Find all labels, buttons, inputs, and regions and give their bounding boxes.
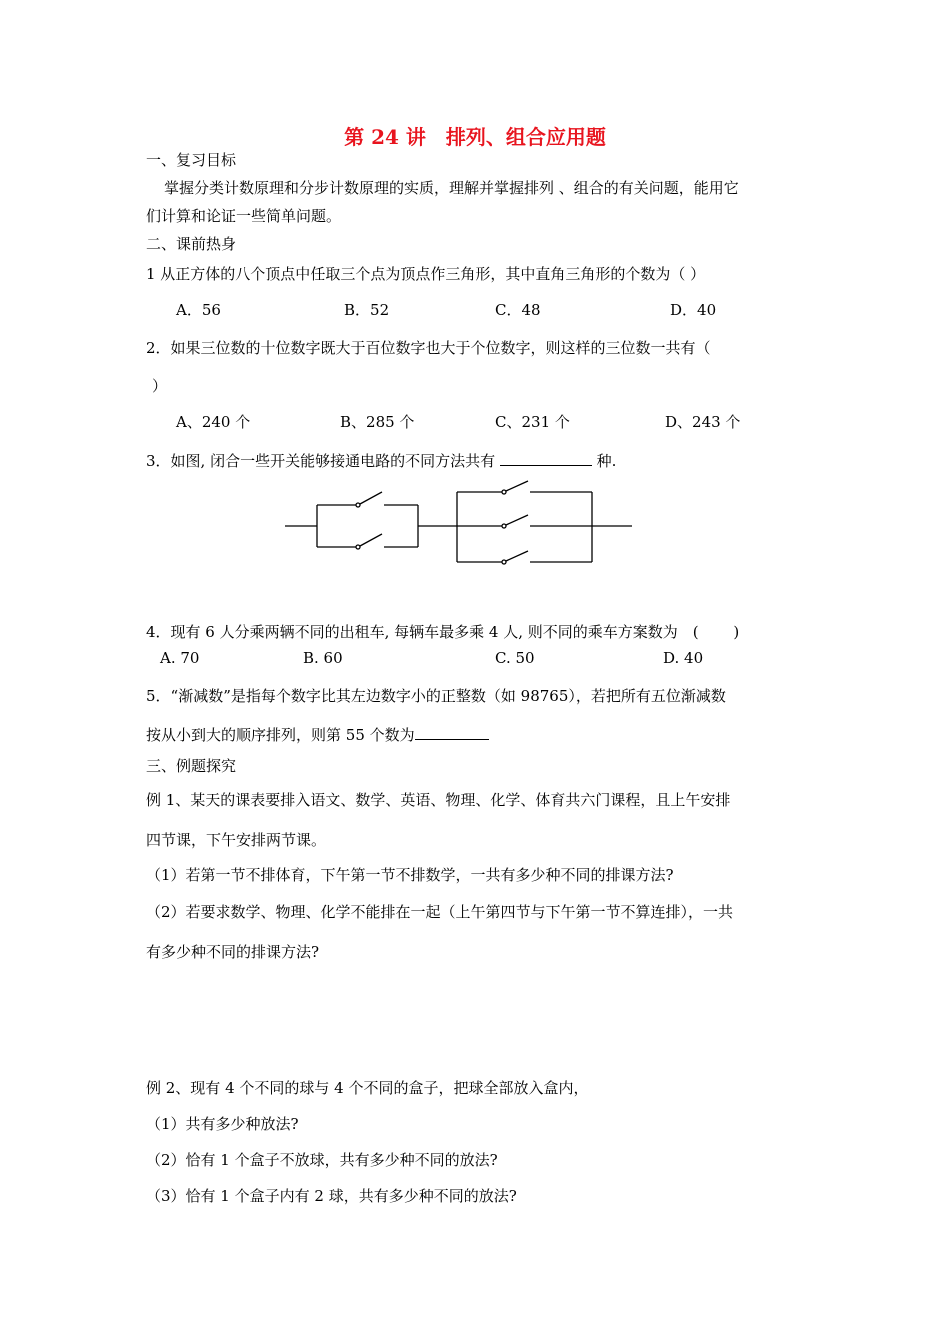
question-2-stem: 2．如果三位数的十位数字既大于百位数字也大于个位数字，则这样的三位数一共有（ <box>146 339 711 357</box>
review-goals-text-line1: 掌握分类计数原理和分步计数原理的实质，理解并掌握排列 、组合的有关问题，能用它 <box>164 179 739 197</box>
question-2-option-a: A、240 个 <box>176 413 251 431</box>
question-5-line2 <box>146 724 489 745</box>
example-1-part-2-line1: （2）若要求数学、物理、化学不能排在一起（上午第四节与下午第一节不算连排），一共 <box>146 903 734 921</box>
switch-3-blade <box>506 481 528 491</box>
question-4-stem: 4．现有 6 人分乘两辆不同的出租车, 每辆车最多乘 4 人, 则不同的乘车方案数为 ( ) <box>146 623 740 641</box>
switch-contact <box>356 503 360 507</box>
question-3-stem-b: 种. <box>591 452 617 470</box>
question-2-option-d: D、243 个 <box>665 413 741 431</box>
switch-2-blade <box>360 534 382 546</box>
example-1-part-2-line2: 有多少种不同的排课方法? <box>146 943 320 961</box>
question-2-option-c: C、231 个 <box>495 413 570 431</box>
switch-contact <box>502 560 506 564</box>
question-4-option-d: D. 40 <box>663 649 704 667</box>
switch-5-blade <box>506 551 528 561</box>
question-5-answer-blank <box>415 724 489 740</box>
switch-4-blade <box>506 515 528 525</box>
question-1-option-d: D．40 <box>670 301 717 319</box>
question-3-stem <box>146 450 616 471</box>
switch-contact <box>356 545 360 549</box>
review-goals-text-line2: 们计算和论证一些简单问题。 <box>146 207 342 225</box>
example-1-line1: 例 1、某天的课表要排入语文、数学、英语、物理、化学、体育共六门课程，且上午安排 <box>146 791 731 809</box>
example-2-part-3: （3）恰有 1 个盒子内有 2 球，共有多少种不同的放法? <box>146 1187 517 1205</box>
example-1-part-1: （1）若第一节不排体育，下午第一节不排数学，一共有多少种不同的排课方法? <box>146 866 674 884</box>
question-5-line1: 5．“渐减数”是指每个数字比其左边数字小的正整数（如 98765），若把所有五位渐减数 <box>146 687 726 705</box>
question-1-stem: 1 从正方体的八个顶点中任取三个点为顶点作三角形，其中直角三角形的个数为（ ） <box>146 265 706 283</box>
example-1-line2: 四节课，下午安排两节课。 <box>146 831 327 849</box>
section-heading-warmup: 二、课前热身 <box>146 235 237 253</box>
question-5-line2-text: 按从小到大的顺序排列，则第 55 个数为 <box>146 726 415 744</box>
question-2-option-b: B、285 个 <box>340 413 415 431</box>
switch-1-blade <box>360 492 382 504</box>
circuit-diagram <box>280 478 640 578</box>
switch-contact <box>502 524 506 528</box>
question-1-option-c: C．48 <box>495 301 541 319</box>
example-2-part-1: （1）共有多少种放法? <box>146 1115 299 1133</box>
section-heading-review-goals: 一、复习目标 <box>146 151 237 169</box>
section-heading-examples: 三、例题探究 <box>146 757 237 775</box>
question-4-option-a: A. 70 <box>160 649 200 667</box>
switch-contact <box>502 490 506 494</box>
example-2-line1: 例 2、现有 4 个不同的球与 4 个不同的盒子，把球全部放入盒内， <box>146 1079 589 1097</box>
question-3-stem-a: 3．如图, 闭合一些开关能够接通电路的不同方法共有 <box>146 452 500 470</box>
question-3-answer-blank <box>500 450 592 466</box>
question-4-option-c: C. 50 <box>495 649 535 667</box>
question-4-option-b: B. 60 <box>303 649 343 667</box>
page-title: 第 24 讲 排列、组合应用题 <box>344 125 606 149</box>
question-2-stem-cont: ） <box>152 377 168 395</box>
example-2-part-2: （2）恰有 1 个盒子不放球，共有多少种不同的放法? <box>146 1151 498 1169</box>
question-1-option-b: B．52 <box>344 301 390 319</box>
question-1-option-a: A．56 <box>176 301 221 319</box>
